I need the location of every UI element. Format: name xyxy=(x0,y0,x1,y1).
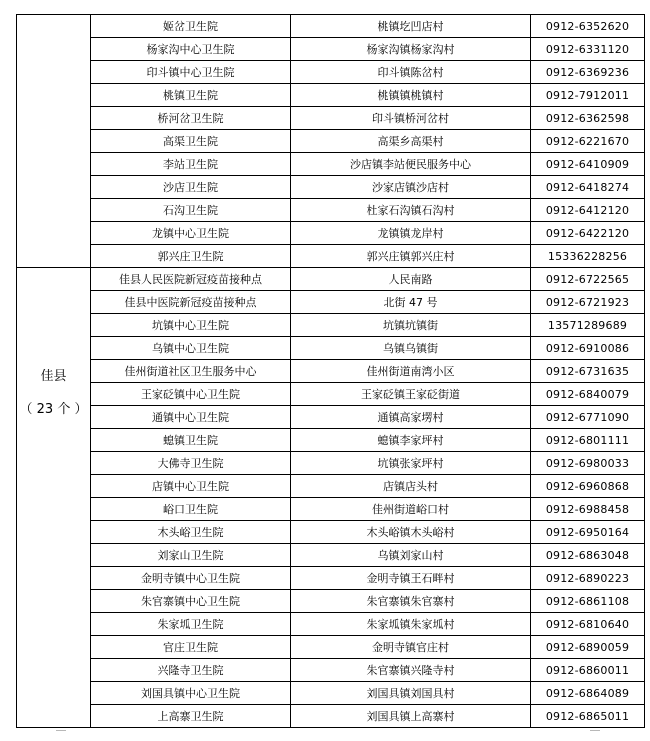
site-address: 金明寺镇王石畔村 xyxy=(291,567,531,590)
site-address: 朱家坬镇朱家坬村 xyxy=(291,613,531,636)
site-name: 坑镇中心卫生院 xyxy=(91,314,291,337)
site-name: 刘家山卫生院 xyxy=(91,544,291,567)
site-phone: 0912-6861108 xyxy=(531,590,645,613)
page-corner-mark xyxy=(56,730,66,741)
table-row xyxy=(17,15,645,38)
site-name: 乌镇中心卫生院 xyxy=(91,337,291,360)
table-row xyxy=(17,636,645,659)
table-row xyxy=(17,176,645,199)
site-phone: 0912-6731635 xyxy=(531,360,645,383)
site-name: 沙店卫生院 xyxy=(91,176,291,199)
site-address: 人民南路 xyxy=(291,268,531,291)
site-phone: 0912-6890059 xyxy=(531,636,645,659)
site-phone: 0912-6352620 xyxy=(531,15,645,38)
table-row xyxy=(17,406,645,429)
site-phone: 0912-6988458 xyxy=(531,498,645,521)
site-phone: 0912-6771090 xyxy=(531,406,645,429)
table-row xyxy=(17,38,645,61)
site-name: 姬岔卫生院 xyxy=(91,15,291,38)
site-name: 刘国具镇中心卫生院 xyxy=(91,682,291,705)
site-address: 印斗镇陈岔村 xyxy=(291,61,531,84)
site-address: 沙店镇李站便民服务中心 xyxy=(291,153,531,176)
table-row xyxy=(17,682,645,705)
site-phone: 0912-6950164 xyxy=(531,521,645,544)
site-phone: 13571289689 xyxy=(531,314,645,337)
site-name: 佳县人民医院新冠疫苗接种点 xyxy=(91,268,291,291)
table-row xyxy=(17,245,645,268)
site-address: 螅镇李家坪村 xyxy=(291,429,531,452)
site-address: 刘国具镇上高寨村 xyxy=(291,705,531,728)
table-row xyxy=(17,107,645,130)
site-phone: 0912-6412120 xyxy=(531,199,645,222)
table-row xyxy=(17,61,645,84)
site-phone: 0912-6960868 xyxy=(531,475,645,498)
site-phone: 0912-6865011 xyxy=(531,705,645,728)
site-name: 郭兴庄卫生院 xyxy=(91,245,291,268)
site-name: 李站卫生院 xyxy=(91,153,291,176)
site-address: 高渠乡高渠村 xyxy=(291,130,531,153)
site-phone: 0912-6810640 xyxy=(531,613,645,636)
table-row xyxy=(17,498,645,521)
site-address: 佳州街道峪口村 xyxy=(291,498,531,521)
site-phone: 0912-6721923 xyxy=(531,291,645,314)
table-row xyxy=(17,222,645,245)
county-name: 佳县 xyxy=(40,368,67,384)
site-address: 佳州街道南湾小区 xyxy=(291,360,531,383)
site-address: 沙家店镇沙店村 xyxy=(291,176,531,199)
site-address: 桃镇圪凹店村 xyxy=(291,15,531,38)
site-phone: 0912-6410909 xyxy=(531,153,645,176)
site-phone: 0912-7912011 xyxy=(531,84,645,107)
site-phone: 0912-6331120 xyxy=(531,38,645,61)
site-name: 通镇中心卫生院 xyxy=(91,406,291,429)
site-name: 官庄卫生院 xyxy=(91,636,291,659)
site-name: 印斗镇中心卫生院 xyxy=(91,61,291,84)
site-address: 金明寺镇官庄村 xyxy=(291,636,531,659)
table-body xyxy=(17,15,645,728)
site-address: 郭兴庄镇郭兴庄村 xyxy=(291,245,531,268)
site-address: 龙镇镇龙岸村 xyxy=(291,222,531,245)
table-row xyxy=(17,521,645,544)
site-name: 桃镇卫生院 xyxy=(91,84,291,107)
site-address: 印斗镇桥河岔村 xyxy=(291,107,531,130)
page-corner-mark xyxy=(590,730,600,741)
site-name: 上高寨卫生院 xyxy=(91,705,291,728)
table-row xyxy=(17,590,645,613)
site-name: 朱家坬卫生院 xyxy=(91,613,291,636)
site-name: 石沟卫生院 xyxy=(91,199,291,222)
site-name: 店镇中心卫生院 xyxy=(91,475,291,498)
site-phone: 0912-6863048 xyxy=(531,544,645,567)
site-name: 桥河岔卫生院 xyxy=(91,107,291,130)
site-phone: 0912-6890223 xyxy=(531,567,645,590)
site-name: 佳县中医院新冠疫苗接种点 xyxy=(91,291,291,314)
site-name: 龙镇中心卫生院 xyxy=(91,222,291,245)
site-address: 桃镇镇桃镇村 xyxy=(291,84,531,107)
county-site-count: （ 23 个 ） xyxy=(19,401,88,417)
site-name: 兴隆寺卫生院 xyxy=(91,659,291,682)
site-address: 王家砭镇王家砭街道 xyxy=(291,383,531,406)
table-row xyxy=(17,544,645,567)
site-address: 朱官寨镇兴隆寺村 xyxy=(291,659,531,682)
table-row xyxy=(17,613,645,636)
county-cell-continued xyxy=(17,15,91,268)
site-name: 大佛寺卫生院 xyxy=(91,452,291,475)
site-address: 刘国具镇刘国具村 xyxy=(291,682,531,705)
vaccination-sites-table xyxy=(16,14,645,728)
site-name: 峪口卫生院 xyxy=(91,498,291,521)
site-phone: 0912-6722565 xyxy=(531,268,645,291)
site-phone: 0912-6221670 xyxy=(531,130,645,153)
site-address: 朱官寨镇朱官寨村 xyxy=(291,590,531,613)
table-row xyxy=(17,199,645,222)
site-address: 杨家沟镇杨家沟村 xyxy=(291,38,531,61)
site-name: 螅镇卫生院 xyxy=(91,429,291,452)
table-row xyxy=(17,84,645,107)
site-phone: 0912-6864089 xyxy=(531,682,645,705)
site-phone: 0912-6980033 xyxy=(531,452,645,475)
table-row xyxy=(17,153,645,176)
site-phone: 15336228256 xyxy=(531,245,645,268)
site-phone: 0912-6422120 xyxy=(531,222,645,245)
table-row xyxy=(17,383,645,406)
site-address: 店镇店头村 xyxy=(291,475,531,498)
site-address: 坑镇张家坪村 xyxy=(291,452,531,475)
site-name: 金明寺镇中心卫生院 xyxy=(91,567,291,590)
county-cell xyxy=(17,268,91,728)
table-row xyxy=(17,337,645,360)
site-phone: 0912-6369236 xyxy=(531,61,645,84)
site-address: 木头峪镇木头峪村 xyxy=(291,521,531,544)
table-row xyxy=(17,567,645,590)
site-name: 朱官寨镇中心卫生院 xyxy=(91,590,291,613)
site-name: 杨家沟中心卫生院 xyxy=(91,38,291,61)
table-row xyxy=(17,360,645,383)
table-row xyxy=(17,268,645,291)
table-row xyxy=(17,659,645,682)
site-name: 高渠卫生院 xyxy=(91,130,291,153)
table-row xyxy=(17,429,645,452)
site-name: 佳州街道社区卫生服务中心 xyxy=(91,360,291,383)
table-row xyxy=(17,475,645,498)
site-address: 乌镇乌镇街 xyxy=(291,337,531,360)
site-phone: 0912-6840079 xyxy=(531,383,645,406)
site-name: 木头峪卫生院 xyxy=(91,521,291,544)
site-address: 通镇高家塄村 xyxy=(291,406,531,429)
table-row xyxy=(17,130,645,153)
site-address: 北街 47 号 xyxy=(291,291,531,314)
site-phone: 0912-6801111 xyxy=(531,429,645,452)
site-address: 坑镇坑镇街 xyxy=(291,314,531,337)
site-phone: 0912-6910086 xyxy=(531,337,645,360)
site-phone: 0912-6860011 xyxy=(531,659,645,682)
site-phone: 0912-6418274 xyxy=(531,176,645,199)
table-row xyxy=(17,291,645,314)
table-row xyxy=(17,314,645,337)
table-row xyxy=(17,452,645,475)
site-phone: 0912-6362598 xyxy=(531,107,645,130)
site-address: 杜家石沟镇石沟村 xyxy=(291,199,531,222)
site-name: 王家砭镇中心卫生院 xyxy=(91,383,291,406)
site-address: 乌镇刘家山村 xyxy=(291,544,531,567)
table-row xyxy=(17,705,645,728)
